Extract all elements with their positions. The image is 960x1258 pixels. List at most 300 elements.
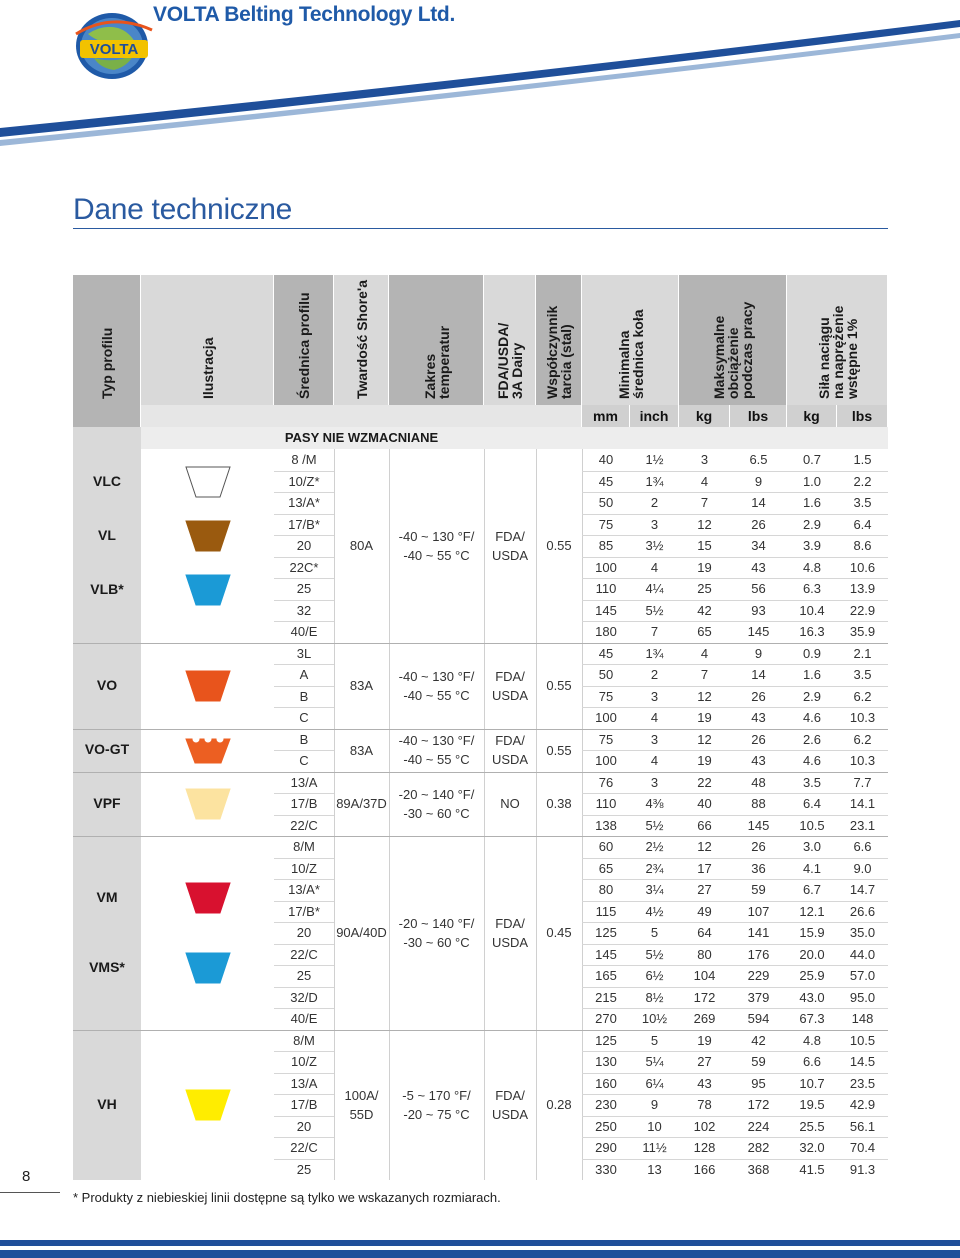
- belt-profile-icon: [184, 573, 232, 607]
- row-separator: [582, 621, 888, 622]
- belt-profile-icon: [184, 881, 232, 915]
- profile-type-vms: VMS*: [89, 958, 125, 975]
- row-separator: [274, 815, 334, 816]
- data-cell: 48: [751, 774, 766, 790]
- data-cell: 36: [751, 860, 766, 876]
- data-cell: 42: [751, 1032, 766, 1048]
- header-wspolczynnik: Współczynnik tarcia (stal): [536, 275, 582, 405]
- data-cell: 45: [598, 473, 614, 489]
- data-cell: 10.5: [849, 1032, 876, 1048]
- row-separator: [582, 535, 888, 536]
- profile-diameter: A: [299, 667, 309, 682]
- data-cell: 128: [693, 1140, 716, 1155]
- row-separator: [582, 707, 888, 708]
- data-cell: 3: [650, 731, 659, 747]
- row-separator: [582, 1116, 888, 1117]
- friction-coefficient: 0.55: [546, 538, 572, 554]
- row-separator: [274, 664, 334, 665]
- data-cell: 27: [697, 1054, 712, 1069]
- row-separator: [274, 557, 334, 558]
- data-cell: 330: [595, 1161, 617, 1177]
- row-separator: [582, 858, 888, 859]
- data-cell: 15.9: [799, 925, 825, 940]
- data-cell: 75: [598, 731, 614, 747]
- profile-diameter: 13/A*: [288, 882, 320, 897]
- belt-profile-icon: [184, 733, 232, 767]
- data-cell: 43: [697, 1075, 712, 1091]
- header-fda: FDA/USDA/ 3A Dairy: [484, 275, 536, 405]
- row-separator: [274, 879, 334, 880]
- row-separator: [274, 492, 334, 493]
- data-cell: 10.3: [849, 753, 876, 768]
- data-cell: 12.1: [799, 903, 825, 919]
- data-cell: 26: [751, 731, 766, 747]
- shore-hardness: 80A: [349, 538, 374, 554]
- profile-diameter: 25: [296, 581, 312, 596]
- data-cell: 10.7: [799, 1075, 825, 1091]
- data-cell: 5¼: [645, 1054, 664, 1069]
- data-cell: 104: [693, 968, 716, 983]
- data-cell: 2.9: [802, 516, 822, 532]
- data-cell: 145: [747, 624, 770, 639]
- row-separator: [582, 471, 888, 472]
- data-cell: 2.9: [802, 688, 822, 704]
- data-cell: 59: [751, 882, 766, 897]
- row-separator: [582, 1137, 888, 1138]
- data-cell: 1.6: [802, 495, 822, 510]
- data-cell: 12: [697, 516, 712, 532]
- row-separator: [274, 621, 334, 622]
- data-cell: 6.2: [853, 731, 872, 747]
- data-cell: 165: [595, 968, 617, 983]
- temperature-range: -20 ~ 140 °F/ -30 ~ 60 °C: [398, 915, 475, 950]
- data-cell: 4: [650, 559, 659, 575]
- data-cell: 3.5: [853, 495, 872, 510]
- data-cell: 19: [697, 1032, 712, 1048]
- row-separator: [274, 750, 334, 751]
- fda-status: FDA/ USDA: [491, 915, 529, 950]
- data-cell: 19: [697, 710, 712, 725]
- profile-diameter: 17/B: [290, 1097, 318, 1112]
- data-cell: 9: [650, 1097, 659, 1112]
- profile-diameter: 10/Z: [290, 1054, 317, 1069]
- data-cell: 4.6: [802, 753, 822, 768]
- data-cell: 2: [650, 495, 659, 510]
- bottom-bar: [0, 1240, 960, 1246]
- row-separator: [274, 1159, 334, 1160]
- profile-diameter: 17/B: [290, 796, 318, 811]
- data-cell: 110: [595, 581, 617, 596]
- row-separator: [274, 1051, 334, 1052]
- data-cell: 10.5: [799, 817, 825, 833]
- data-cell: 145: [747, 817, 770, 833]
- data-cell: 80: [697, 946, 712, 962]
- row-separator: [582, 578, 888, 579]
- data-cell: 7: [650, 624, 659, 639]
- unit-lbs-tension: lbs: [837, 405, 888, 427]
- row-separator: [582, 1159, 888, 1160]
- unit-mm: mm: [582, 405, 630, 427]
- data-cell: 27: [697, 882, 712, 897]
- data-cell: 145: [595, 602, 617, 618]
- data-cell: 3.0: [802, 839, 822, 854]
- temperature-range: -20 ~ 140 °F/ -30 ~ 60 °C: [398, 786, 475, 821]
- data-cell: 35.0: [849, 925, 876, 940]
- data-cell: 1.5: [853, 452, 872, 467]
- temperature-range: -40 ~ 130 °F/ -40 ~ 55 °C: [398, 733, 475, 767]
- belt-profile-icon: [184, 951, 232, 985]
- data-cell: 76: [598, 774, 614, 790]
- data-cell: 64: [697, 925, 712, 940]
- row-separator: [582, 1094, 888, 1095]
- data-cell: 6½: [645, 968, 664, 983]
- profile-diameter: C: [299, 753, 309, 768]
- data-cell: 14.7: [849, 882, 876, 897]
- company-name: VOLTA Belting Technology Ltd.: [153, 3, 455, 26]
- profile-diameter: 22/C: [290, 817, 318, 833]
- data-cell: 12: [697, 731, 712, 747]
- profile-type-vo-gt: VO-GT: [84, 741, 130, 757]
- page-number: 8: [22, 1168, 31, 1185]
- data-cell: 56.1: [849, 1118, 876, 1134]
- profile-diameter: 20: [296, 925, 312, 940]
- data-cell: 6.3: [802, 581, 822, 596]
- data-cell: 4.6: [802, 710, 822, 725]
- data-cell: 270: [595, 1011, 617, 1026]
- data-cell: 3: [700, 452, 709, 467]
- data-cell: 43: [751, 559, 766, 575]
- data-cell: 4: [700, 645, 709, 661]
- header-srednica: Średnica profilu: [274, 275, 334, 405]
- row-separator: [582, 1008, 888, 1009]
- data-cell: 50: [598, 495, 614, 510]
- data-cell: 49: [697, 903, 712, 919]
- data-cell: 166: [693, 1161, 716, 1177]
- data-cell: 7.7: [853, 774, 872, 790]
- profile-diameter: 13/A*: [288, 495, 320, 510]
- data-cell: 0.7: [802, 452, 822, 467]
- data-cell: 1¾: [645, 645, 664, 661]
- data-cell: 215: [595, 989, 617, 1005]
- data-cell: 172: [747, 1097, 770, 1112]
- profile-diameter: 8 /M: [291, 452, 317, 467]
- volta-logo: [70, 4, 160, 84]
- data-cell: 110: [595, 796, 617, 811]
- profile-diameter: 13/A: [290, 1075, 318, 1091]
- data-cell: 9.0: [853, 860, 872, 876]
- shore-hardness: 90A/40D: [336, 925, 387, 941]
- header-zakres: Zakres temperatur: [389, 275, 484, 405]
- shore-hardness: 83A: [349, 678, 374, 693]
- unit-lbs-load: lbs: [730, 405, 787, 427]
- row-separator: [274, 578, 334, 579]
- profile-diameter: 22/C: [290, 946, 318, 962]
- row-separator: [582, 1073, 888, 1074]
- data-cell: 14.5: [849, 1054, 876, 1069]
- data-cell: 41.5: [799, 1161, 825, 1177]
- row-separator: [274, 1137, 334, 1138]
- row-separator: [274, 793, 334, 794]
- data-cell: 67.3: [799, 1011, 825, 1026]
- data-cell: 176: [747, 946, 770, 962]
- data-cell: 4½: [645, 903, 664, 919]
- data-cell: 14: [751, 495, 766, 510]
- row-separator: [582, 664, 888, 665]
- data-cell: 10.4: [799, 602, 825, 618]
- data-cell: 4.8: [802, 1032, 822, 1048]
- data-cell: 100: [595, 753, 617, 768]
- profile-diameter: 3L: [296, 645, 312, 661]
- data-cell: 9: [754, 473, 763, 489]
- header-sila: Siła naciągu na naprężenie wstępne 1%: [787, 275, 888, 405]
- data-cell: 43: [751, 753, 766, 768]
- profile-diameter: C: [299, 710, 309, 725]
- data-cell: 43.0: [799, 989, 825, 1005]
- data-cell: 14.1: [849, 796, 876, 811]
- shore-hardness: 100A/ 55D: [344, 1087, 379, 1122]
- data-cell: 14: [751, 667, 766, 682]
- header-ilustracja: Ilustracja: [141, 275, 274, 405]
- profile-type-vlb: VLB*: [90, 581, 124, 598]
- data-cell: 379: [747, 989, 770, 1005]
- data-cell: 2½: [645, 839, 664, 854]
- row-separator: [274, 922, 334, 923]
- profile-diameter: 20: [296, 1118, 312, 1134]
- row-separator: [274, 535, 334, 536]
- data-cell: 23.1: [849, 817, 876, 833]
- unit-inch: inch: [630, 405, 679, 427]
- data-cell: 1½: [645, 452, 664, 467]
- data-cell: 70.4: [849, 1140, 876, 1155]
- data-cell: 230: [595, 1097, 617, 1112]
- row-separator: [274, 901, 334, 902]
- fda-status: FDA/ USDA: [491, 733, 529, 767]
- data-cell: 19: [697, 753, 712, 768]
- data-cell: 290: [595, 1140, 617, 1155]
- row-separator: [582, 922, 888, 923]
- data-cell: 2.2: [853, 473, 872, 489]
- data-cell: 25: [697, 581, 712, 596]
- data-cell: 95.0: [849, 989, 876, 1005]
- temperature-range: -5 ~ 170 °F/ -20 ~ 75 °C: [402, 1087, 471, 1122]
- data-cell: 107: [747, 903, 770, 919]
- friction-coefficient: 0.28: [546, 1097, 572, 1113]
- row-separator: [274, 514, 334, 515]
- unit-kg-tension: kg: [787, 405, 837, 427]
- data-cell: 12: [697, 688, 712, 704]
- data-cell: 100: [595, 710, 617, 725]
- data-cell: 9: [754, 645, 763, 661]
- profile-diameter: B: [299, 688, 309, 704]
- data-cell: 1.6: [802, 667, 822, 682]
- row-separator: [582, 557, 888, 558]
- data-cell: 5½: [645, 817, 664, 833]
- data-cell: 19: [697, 559, 712, 575]
- data-cell: 12: [697, 839, 712, 854]
- profile-diameter: 17/B*: [288, 903, 320, 919]
- data-cell: 6.6: [802, 1054, 822, 1069]
- data-cell: 8.6: [853, 538, 872, 553]
- row-separator: [274, 1116, 334, 1117]
- data-cell: 4¼: [645, 581, 664, 596]
- data-cell: 145: [595, 946, 617, 962]
- data-cell: 2.6: [802, 731, 822, 747]
- fda-status: FDA/ USDA: [491, 668, 529, 703]
- bottom-bar-lower: [0, 1250, 960, 1258]
- data-cell: 5: [650, 925, 659, 940]
- data-cell: 6.6: [853, 839, 872, 854]
- data-cell: 19.5: [799, 1097, 825, 1112]
- profile-type-vh: VH: [97, 1095, 117, 1112]
- data-cell: 32.0: [799, 1140, 825, 1155]
- row-separator: [582, 793, 888, 794]
- data-cell: 3: [650, 688, 659, 704]
- profile-diameter: 13/A: [290, 774, 318, 790]
- friction-coefficient: 0.55: [546, 742, 572, 758]
- header-typ-profilu: Typ profilu: [73, 275, 141, 405]
- data-cell: 269: [693, 1011, 716, 1026]
- data-cell: 5½: [645, 946, 664, 962]
- units-row: [73, 405, 888, 427]
- data-cell: 43: [751, 710, 766, 725]
- data-cell: 95: [751, 1075, 766, 1091]
- footnote: * Produkty z niebieskiej linii dostępne są tylko we wskazanych rozmiarach.: [73, 1190, 501, 1205]
- data-cell: 20.0: [799, 946, 825, 962]
- data-cell: 6.4: [853, 516, 872, 532]
- data-cell: 7: [700, 667, 709, 682]
- profile-type-vo: VO: [96, 676, 118, 693]
- belt-profile-icon: [184, 465, 232, 499]
- title-divider: [73, 228, 888, 229]
- data-cell: 6.5: [749, 452, 768, 467]
- fda-status: NO: [500, 796, 520, 812]
- profile-type-column: [73, 449, 141, 1180]
- data-cell: 5½: [645, 602, 664, 618]
- data-cell: 4: [650, 710, 659, 725]
- data-cell: 148: [851, 1011, 874, 1026]
- unit-kg-load: kg: [679, 405, 730, 427]
- data-cell: 65: [598, 860, 614, 876]
- profile-diameter: 10/Z*: [288, 473, 320, 489]
- data-cell: 40: [598, 452, 614, 467]
- data-cell: 11½: [642, 1140, 667, 1155]
- data-cell: 59: [751, 1054, 766, 1069]
- temperature-range: -40 ~ 130 °F/ -40 ~ 55 °C: [398, 668, 475, 703]
- data-cell: 4: [700, 473, 709, 489]
- data-cell: 2¾: [645, 860, 664, 876]
- data-cell: 22.9: [849, 602, 876, 618]
- data-cell: 594: [747, 1011, 770, 1026]
- data-cell: 3.9: [802, 538, 822, 553]
- profile-diameter: 8/M: [293, 839, 315, 854]
- row-separator: [582, 901, 888, 902]
- belt-profile-icon: [184, 1088, 232, 1122]
- data-cell: 125: [595, 1032, 617, 1048]
- profile-diameter: 20: [296, 538, 312, 553]
- profile-type-vl: VL: [98, 527, 116, 544]
- data-cell: 4.1: [802, 860, 822, 876]
- data-cell: 6.4: [802, 796, 822, 811]
- data-cell: 42.9: [849, 1097, 876, 1112]
- profile-type-vm: VM: [96, 888, 118, 905]
- profile-diameter: 25: [296, 1161, 312, 1177]
- data-cell: 75: [598, 516, 614, 532]
- data-cell: 42: [697, 602, 712, 618]
- row-separator: [582, 879, 888, 880]
- row-separator: [582, 1051, 888, 1052]
- profile-diameter: B: [299, 731, 309, 747]
- row-separator: [274, 858, 334, 859]
- section-label: PASY NIE WZMACNIANE: [284, 430, 439, 445]
- data-cell: 1.0: [802, 473, 822, 489]
- row-separator: [274, 944, 334, 945]
- row-separator: [274, 686, 334, 687]
- shore-hardness: 83A: [349, 742, 374, 758]
- row-separator: [582, 514, 888, 515]
- data-cell: 125: [595, 925, 617, 940]
- header-twardosc: Twardość Shore'a: [334, 275, 389, 405]
- data-cell: 34: [751, 538, 766, 553]
- profile-diameter: 32/D: [290, 989, 318, 1005]
- data-cell: 6¼: [645, 1075, 664, 1091]
- row-separator: [274, 600, 334, 601]
- profile-diameter: 17/B*: [288, 516, 320, 532]
- data-cell: 3: [650, 774, 659, 790]
- page-number-rule: [0, 1192, 60, 1193]
- row-separator: [582, 492, 888, 493]
- header-minimalna: Minimalna średnica koła: [582, 275, 679, 405]
- data-cell: 7: [700, 495, 709, 510]
- page-header: [0, 0, 960, 150]
- data-cell: 224: [747, 1118, 770, 1134]
- data-cell: 57.0: [849, 968, 876, 983]
- data-cell: 26: [751, 839, 766, 854]
- data-cell: 78: [697, 1097, 712, 1112]
- data-cell: 4.8: [802, 559, 822, 575]
- row-separator: [274, 1008, 334, 1009]
- data-cell: 102: [693, 1118, 716, 1134]
- data-cell: 23.5: [849, 1075, 876, 1091]
- data-cell: 130: [595, 1054, 617, 1069]
- data-cell: 3.5: [853, 667, 872, 682]
- data-cell: 3½: [645, 538, 664, 553]
- row-separator: [274, 1094, 334, 1095]
- profile-type-vlc: VLC: [93, 472, 121, 489]
- data-cell: 22: [697, 774, 712, 790]
- row-separator: [274, 707, 334, 708]
- data-cell: 60: [598, 839, 614, 854]
- data-cell: 100: [595, 559, 617, 575]
- data-cell: 2.1: [853, 645, 872, 661]
- row-separator: [274, 471, 334, 472]
- data-cell: 172: [693, 989, 716, 1005]
- data-cell: 25.9: [799, 968, 825, 983]
- data-cell: 88: [751, 796, 766, 811]
- data-cell: 8½: [645, 989, 664, 1005]
- data-cell: 45: [598, 645, 614, 661]
- row-separator: [582, 815, 888, 816]
- data-cell: 44.0: [849, 946, 876, 962]
- svg-text:VOLTA: VOLTA: [89, 41, 139, 58]
- data-cell: 35.9: [849, 624, 876, 639]
- data-cell: 6.2: [853, 688, 872, 704]
- section-row: [73, 427, 888, 449]
- data-cell: 91.3: [849, 1161, 876, 1177]
- data-cell: 15: [697, 538, 712, 553]
- data-cell: 26: [751, 516, 766, 532]
- header-maksymalne: Maksymalne obciążenie podczas pracy: [679, 275, 787, 405]
- data-cell: 16.3: [799, 624, 825, 639]
